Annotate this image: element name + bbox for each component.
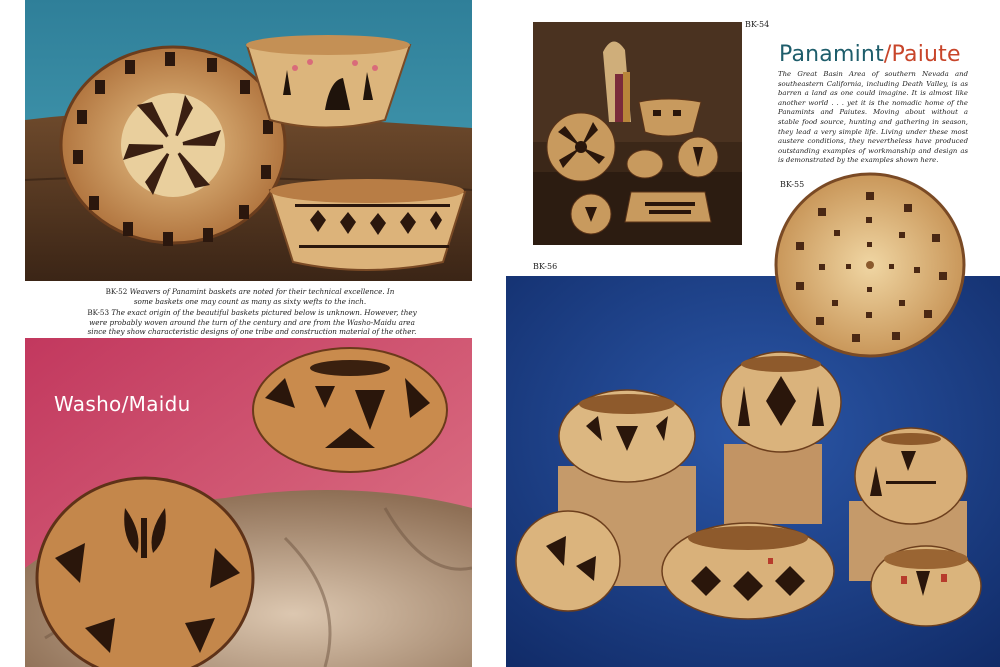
label-bk56: BK-56 (533, 262, 558, 271)
panamint-title-part2: Paiute (891, 42, 961, 67)
photo-bk52-panamint-baskets (25, 0, 472, 281)
photo-bk55-round-tray-basket (774, 172, 966, 358)
label-bk54: BK-54 (745, 20, 770, 29)
photo-bk54-basket-group (533, 22, 742, 245)
caption-bk52 (100, 287, 400, 306)
caption-bk53 (80, 308, 424, 337)
washo-title-part2: Maidu (128, 392, 191, 416)
photo-bk53-washo-maidu-baskets (25, 338, 472, 667)
washo-title-part1: Washo (54, 392, 122, 416)
washo-maidu-title: Washo/Maidu (54, 392, 191, 416)
label-bk55: BK-55 (780, 180, 805, 189)
panamint-paiute-title: Panamint/Paiute (779, 42, 961, 67)
panamint-title-part1: Panamint (779, 42, 884, 67)
panamint-paiute-body-text: The Great Basin Area of southern Nevada and southeastern California, including Death Valley, is as barren a land as one could imagine. It is almost like another world . . . yet it is the nomadic home of the Panamints and Paiutes. Moving about without a stable food source, hunting and gathering in season, they lead a very simple life. Living under these most austere conditions, they nevertheless have produced outstanding examples of workmanship and design as is demonstrated by the examples shown here. (778, 70, 968, 165)
caption-bk53-code: BK-53 (87, 308, 110, 317)
caption-bk52-code: BK-52 (105, 287, 128, 296)
caption-bk53-text: The exact origin of the beautiful baskets pictured below is unknown. However, they were probably woven around the turn of the century and are from the Washo-Maidu area since they show characteristic designs of one tribe and construction material of the other. (87, 308, 417, 337)
caption-bk52-text: Weavers of Panamint baskets are noted for their technical excellence. In some baskets one may count as many as sixty wefts to the inch. (129, 287, 395, 306)
